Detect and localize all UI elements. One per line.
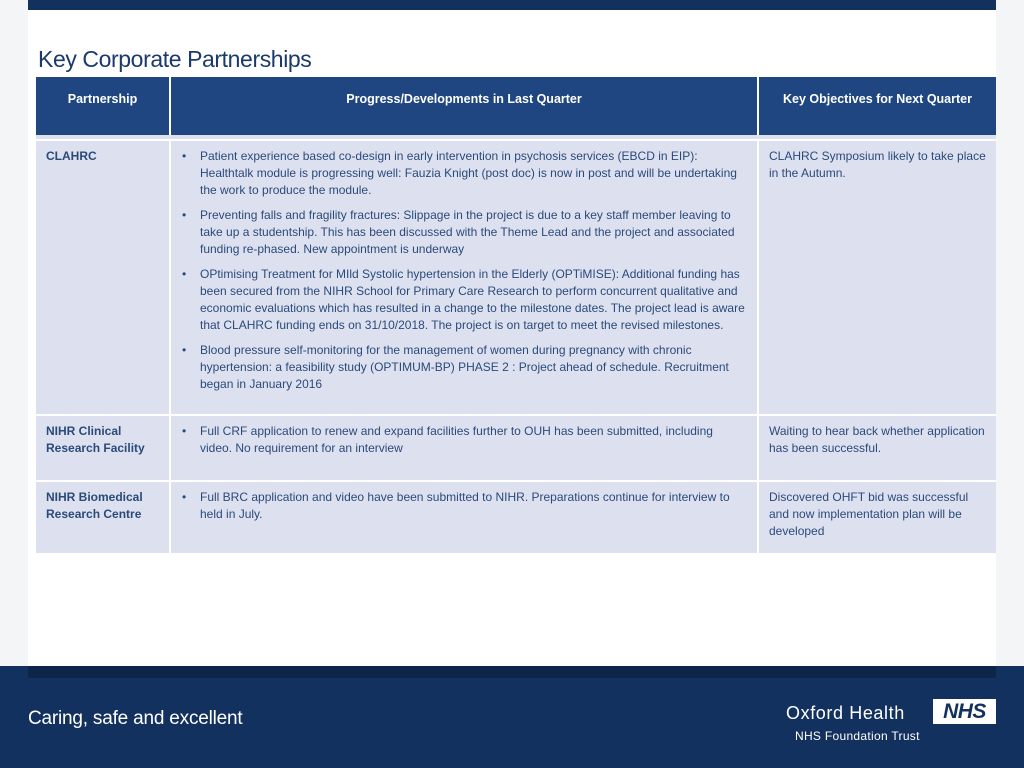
footer-band xyxy=(0,666,1024,768)
progress-text: Full BRC application and video have been submitted to NIHR. Preparations continue for interview to held in July. xyxy=(200,490,730,521)
partnerships-table xyxy=(36,77,996,555)
bullet-icon: • xyxy=(182,343,187,357)
table-row xyxy=(36,481,996,554)
header-partnership: Partnership xyxy=(36,77,170,135)
org-subtitle: NHS Foundation Trust xyxy=(795,729,920,743)
page-title: Key Corporate Partnerships xyxy=(38,46,312,72)
progress-list xyxy=(181,423,747,457)
footer-tagline: Caring, safe and excellent xyxy=(28,708,243,729)
objective-text: Discovered OHFT bid was successful and now implementation plan will be developed xyxy=(758,481,996,554)
header-progress: Progress/Developments in Last Quarter xyxy=(170,77,758,135)
list-item xyxy=(181,423,747,457)
top-accent-bar xyxy=(28,0,996,10)
progress-cell xyxy=(170,415,758,481)
progress-text: Full CRF application to renew and expand facilities further to OUH has been submitted, including video. No requirement for an interview xyxy=(200,424,713,455)
bullet-icon: • xyxy=(182,490,187,504)
nhs-logo-text: NHS xyxy=(943,700,986,723)
table-row xyxy=(36,415,996,481)
table-header-row xyxy=(36,77,996,135)
footer-top-strip xyxy=(28,666,996,678)
objective-text: CLAHRC Symposium likely to take place in the Autumn. xyxy=(758,140,996,415)
progress-text: Preventing falls and fragility fractures: Slippage in the project is due to a key staff member leaving to take up a studentship. This has been discussed with the Theme Lead and the project and associated funding re-phased. New appointment is underway xyxy=(200,208,735,256)
bullet-icon: • xyxy=(182,267,187,281)
partner-name: CLAHRC xyxy=(36,140,170,415)
progress-cell xyxy=(170,140,758,415)
header-objectives: Key Objectives for Next Quarter xyxy=(758,77,996,135)
list-item xyxy=(181,489,747,523)
list-item xyxy=(181,266,747,334)
nhs-logo-icon xyxy=(933,699,996,724)
bullet-icon: • xyxy=(182,149,187,163)
progress-cell xyxy=(170,481,758,554)
progress-text: OPtimising Treatment for MIld Systolic hypertension in the Elderly (OPTiMISE): Additional funding has been secured from the NIHR School for Primary Care Research to perform concurrent qualitative and economic evaluations which has resulted in a change to the milestone dates. The project lead is aware that CLAHRC funding ends on 31/10/2018. The project is on target to meet the revised milestones. xyxy=(200,267,745,332)
progress-text: Blood pressure self-monitoring for the management of women during pregnancy with chronic hypertension: a feasibility study (OPTIMUM-BP) PHASE 2 : Project ahead of schedule. Recruitment began in January 2016 xyxy=(200,343,729,391)
bullet-icon: • xyxy=(182,424,187,438)
progress-text: Patient experience based co-design in early intervention in psychosis services (EBCD in EIP): Healthtalk module is progressing well: Fauzia Knight (post doc) is now in post and will be undertaking the work to produce the module. xyxy=(200,149,737,197)
partner-name: NIHR Clinical Research Facility xyxy=(36,415,170,481)
bullet-icon: • xyxy=(182,208,187,222)
list-item xyxy=(181,342,747,393)
progress-list xyxy=(181,489,747,523)
table-row xyxy=(36,140,996,415)
objective-text: Waiting to hear back whether application has been successful. xyxy=(758,415,996,481)
list-item xyxy=(181,207,747,258)
progress-list xyxy=(181,148,747,393)
org-name: Oxford Health xyxy=(786,703,905,723)
partner-name: NIHR Biomedical Research Centre xyxy=(36,481,170,554)
list-item xyxy=(181,148,747,199)
